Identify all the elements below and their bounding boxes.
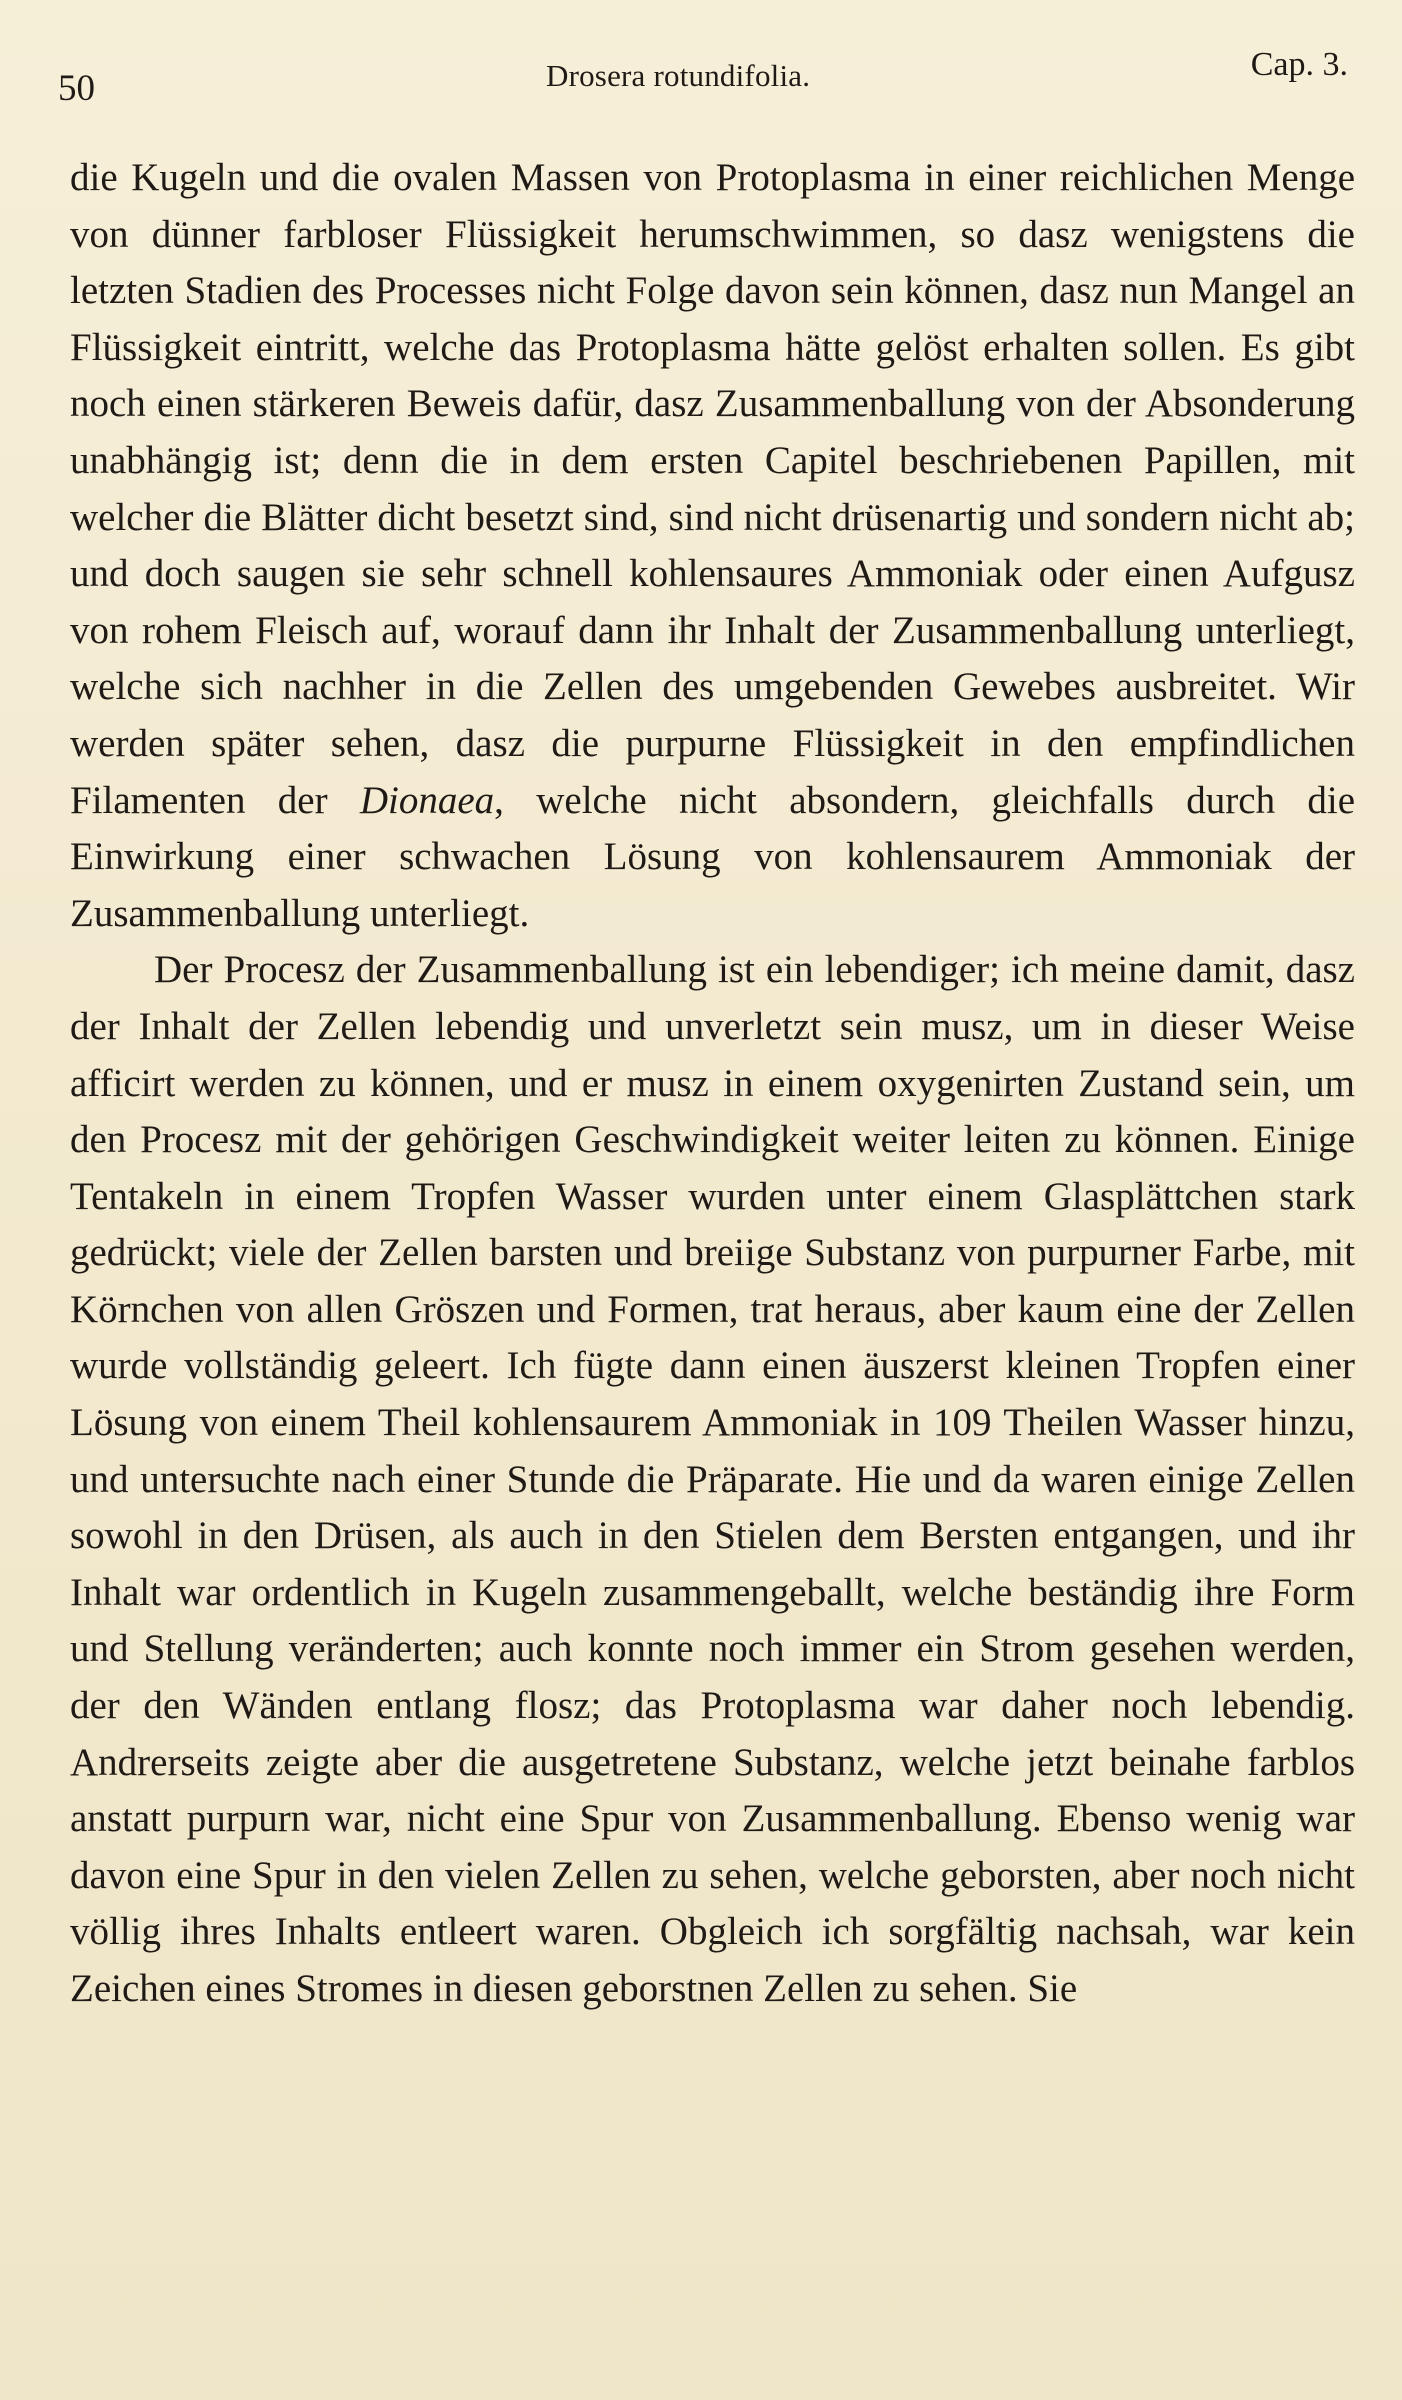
chapter-reference: Cap. 3. xyxy=(1250,46,1348,83)
paragraph-1 xyxy=(70,150,1355,942)
body-text xyxy=(70,150,1355,2018)
running-title: Drosera rotundifolia. xyxy=(546,58,811,93)
paragraph-1-italic-term: Dionaea xyxy=(359,778,495,822)
paragraph-2: Der Procesz der Zusammenballung ist ein lebendiger; ich meine damit, dasz der Inhalt der Zellen lebendig und unverletzt sein musz, um in dieser Weise afficirt werden zu können, und er musz in einem oxygenirten Zustand sein, um den Procesz mit der gehörigen Geschwindigkeit weiter leiten zu können. Einige Tentakeln in einem Tropfen Wasser wurden unter einem Glasplättchen stark gedrückt; viele der Zellen barsten und breiige Substanz von purpurner Farbe, mit Körnchen von allen Gröszen und Formen, trat heraus, aber kaum eine der Zellen wurde vollständig geleert. Ich fügte dann einen äuszerst kleinen Tropfen einer Lösung von einem Theil kohlensaurem Ammoniak in 109 Theilen Wasser hinzu, und untersuchte nach einer Stunde die Präparate. Hie und da waren einige Zellen sowohl in den Drüsen, als auch in den Stielen dem Bersten entgangen, und ihr Inhalt war ordentlich in Kugeln zusammengeballt, welche beständig ihre Form und Stellung veränderten; auch konnte noch immer ein Strom gesehen werden, der den Wänden entlang flosz; das Protoplasma war daher noch lebendig. Andrerseits zeigte aber die ausgetretene Substanz, welche jetzt beinahe farblos anstatt purpurn war, nicht eine Spur von Zusammenballung. Ebenso wenig war davon eine Spur in den vielen Zellen zu sehen, welche geborsten, aber noch nicht völlig ihres Inhalts entleert waren. Obgleich ich sorgfältig nachsah, war kein Zeichen eines Stromes in diesen geborstnen Zellen zu sehen. Sie xyxy=(70,948,1355,2010)
page-header xyxy=(58,48,1348,108)
page-number: 50 xyxy=(58,68,95,109)
paragraph-1-text-after: , welche nicht absondern, gleichfalls durch die Einwirkung einer schwachen Lösung von kohlensaurem Ammoniak der Zusammenballung unterliegt. xyxy=(70,778,1356,935)
paragraph-1-text-before: die Kugeln und die ovalen Massen von Protoplasma in einer reichlichen Menge von dünner farbloser Flüssigkeit herumschwimmen, so dasz wenigstens die letzten Stadien des Processes nicht Folge davon sein können, dasz nun Mangel an Flüssigkeit eintritt, welche das Protoplasma hätte gelöst erhalten sollen. Es gibt noch einen stärkeren Beweis dafür, dasz Zusammenballung von der Absonderung unabhängig ist; denn die in dem ersten Capitel beschriebenen Papillen, mit welcher die Blätter dicht besetzt sind, sind nicht drüsenartig und sondern nicht ab; und doch saugen sie sehr schnell kohlensaures Ammoniak oder einen Aufgusz von rohem Fleisch auf, worauf dann ihr Inhalt der Zusammenballung unterliegt, welche sich nachher in die Zellen des umgebenden Gewebes ausbreitet. Wir werden später sehen, dasz die purpurne Flüssigkeit in den empfindlichen Filamenten der xyxy=(70,156,1355,822)
